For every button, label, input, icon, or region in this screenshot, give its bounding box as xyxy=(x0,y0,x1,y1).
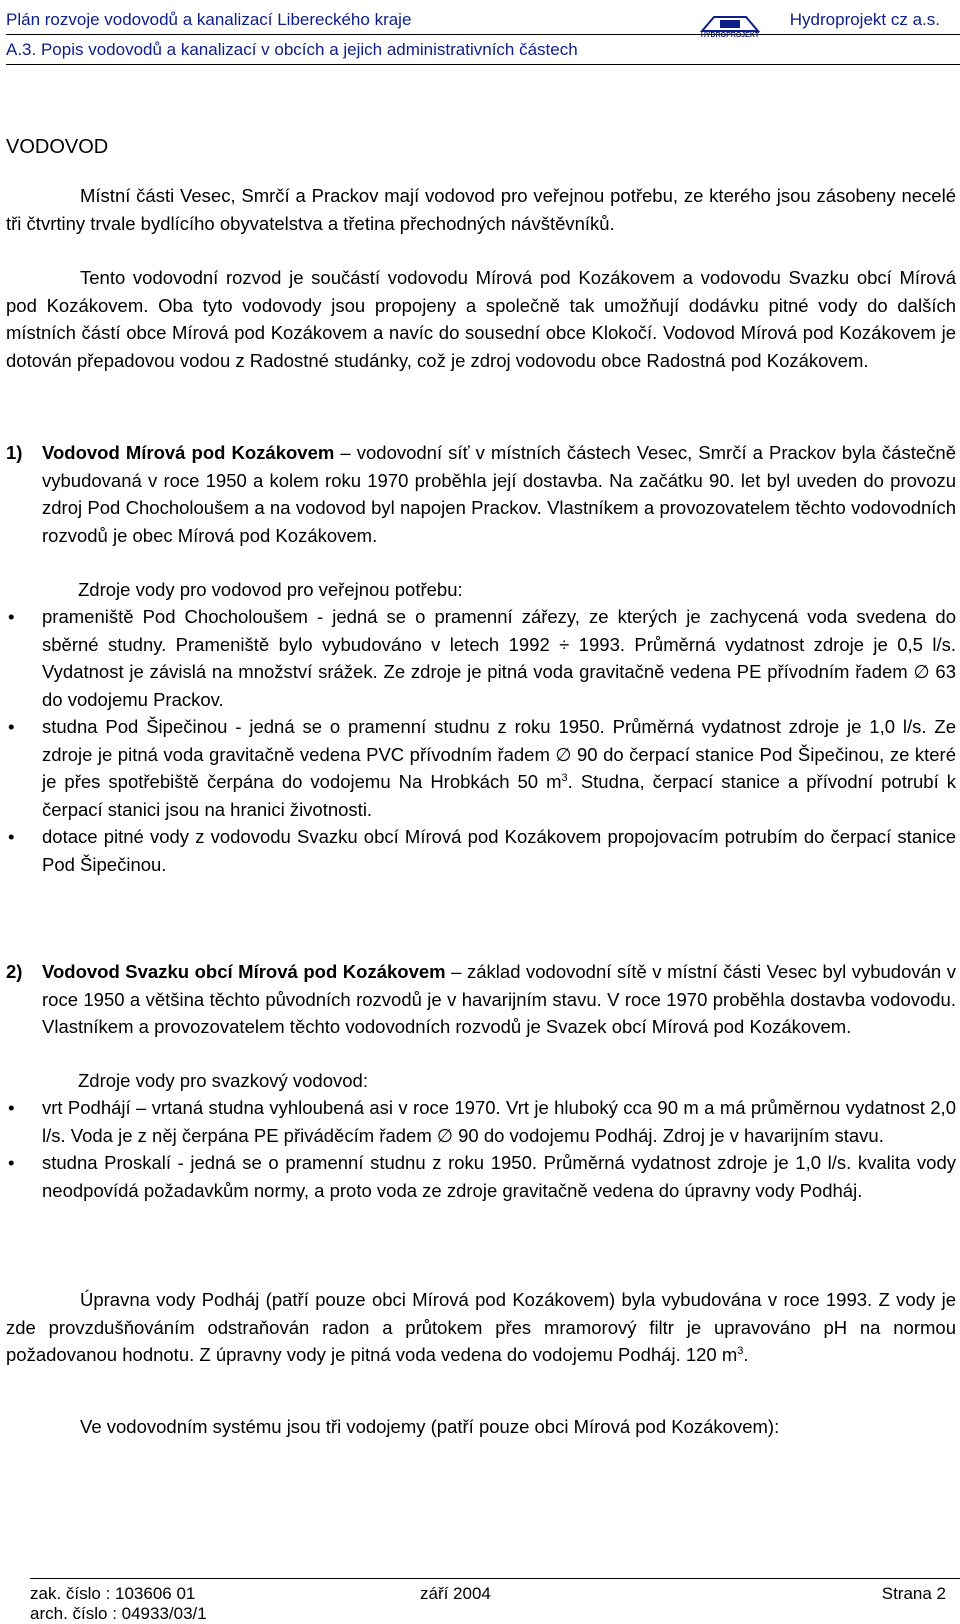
item-1-text xyxy=(42,439,956,549)
item-1 xyxy=(6,439,956,549)
footer-page-number: Strana 2 xyxy=(881,1584,946,1603)
list-item: • studna Proskalí - jedná se o pramenní studnu z roku 1950. Průměrná vydatnost zdroje je 1,0 l/s. kvalita vody neodpovídá požadavkům normy, a proto voda ze zdroje gravitačně vedena do úpravny vody Podháj. xyxy=(6,1149,956,1204)
item-1-title: Vodovod Mírová pod Kozákovem xyxy=(42,442,335,463)
footer-date: září 2004 xyxy=(420,1584,491,1603)
bullet-icon: • xyxy=(8,606,15,627)
bullet-icon: • xyxy=(8,1152,15,1173)
svg-text:HYDROPROJEKT: HYDROPROJEKT xyxy=(700,32,760,39)
page-footer xyxy=(30,1584,960,1606)
header-divider xyxy=(6,34,960,35)
list-item: • studna Pod Šipečinou - jedná se o pramenní studnu z roku 1950. Průměrná vydatnost zdroje je 1,0 l/s. Ze zdroje je pitná voda gravitačně vedena PVC přívodním řadem ∅ 90 do čerpací stanice Pod Šipečinou, ze které je přes spotřebiště čerpána do vodojemu Na Hrobkách 50 $m^3$. Studna, čerpací stanice a přívodní potrubí k čerpací stanici jsou na hranici životnosti. xyxy=(6,713,956,823)
section-header xyxy=(0,40,960,62)
intro-paragraph-1: Místní části Vesec, Smrčí a Prackov mají vodovod pro veřejnou potřebu, ze kterého jsou zásobeny necelé tři čtvrtiny trvale bydlícího obyvatelstva a třetina přechodných návštěvníků. xyxy=(6,185,956,234)
item-2-text xyxy=(42,958,956,1041)
upravna-paragraph: Úpravna vody Podháj (patří pouze obci Mírová pod Kozákovem) byla vybudována v roce 1993. Z vody je zde provzdušňováním odstraňován radon a průtokem přes mramorový filtr je upravováno pH na normou požadovanou hodnotu. Z úpravny vody je pitná voda vedena do vodojemu Podháj. 120 $m^3$. xyxy=(6,1289,956,1365)
list-item: • prameniště Pod Chocholoušem - jedná se o pramenní zářezy, ze kterých je zachycená voda svedena do sběrné studny. Prameniště bylo vybudováno v letech 1992 ÷ 1993. Průměrná vydatnost zdroje je 0,5 l/s. Vydatnost je závislá na množství srážek. Ze zdroje je pitná voda gravitačně vedena PE přívodním řadem ∅ 63 do vodojemu Prackov. xyxy=(6,603,956,713)
item-2-title: Vodovod Svazku obcí Mírová pod Kozákovem xyxy=(42,961,446,982)
bullet-icon: • xyxy=(8,826,15,847)
vodojemy-paragraph: Ve vodovodním systému jsou tři vodojemy (patří pouze obci Mírová pod Kozákovem): xyxy=(80,1416,780,1437)
item-1-sources-heading: Zdroje vody pro vodovod pro veřejnou potřebu: xyxy=(78,579,463,600)
item-2 xyxy=(6,958,956,1041)
list-item: • dotace pitné vody z vodovodu Svazku obcí Mírová pod Kozákovem propojovacím potrubím do čerpací stanice Pod Šipečinou. xyxy=(6,823,956,878)
intro-paragraph-2: Tento vodovodní rozvod je součástí vodovodu Mírová pod Kozákovem a vodovodu Svazku obcí Mírová pod Kozákovem. Oba tyto vodovody jsou propojeny a společně tak umožňují dodávku pitné vody do dalších místních částí obce Mírová pod Kozákovem a navíc do sousední obce Klokočí. Vodovod Mírová pod Kozákovem je dotován přepadovou vodou z Radostné studánky, což je zdroj vodovodu obce Radostná pod Kozákovem. xyxy=(6,267,956,371)
page-title: VODOVOD xyxy=(6,136,109,158)
section-divider xyxy=(6,64,960,65)
header-company: Hydroprojekt cz a.s. xyxy=(789,10,940,29)
header-title: Plán rozvoje vodovodů a kanalizací Libereckého kraje xyxy=(6,10,412,29)
item-2-sources-heading: Zdroje vody pro svazkový vodovod: xyxy=(78,1070,368,1091)
bullet-icon: • xyxy=(8,716,15,737)
page-header xyxy=(0,10,960,39)
item-1-number: 1) xyxy=(6,442,23,463)
footer-divider xyxy=(30,1578,960,1579)
section-label: A.3. Popis vodovodů a kanalizací v obcích a jejich administrativních částech xyxy=(6,40,578,59)
item-2-sources-list xyxy=(6,1094,956,1204)
footer-arch-number: arch. číslo : 04933/03/1 xyxy=(30,1604,207,1623)
item-1-sources-list xyxy=(6,603,956,878)
item-2-number: 2) xyxy=(6,961,23,982)
footer-zak-number: zak. číslo : 103606 01 xyxy=(30,1584,196,1603)
item-2-body: – základ vodovodní sítě v místní části Vesec byl vybudován v roce 1950 a většina těchto původních rozvodů je v havarijním stavu. V roce 1970 proběhla dostavba vodovodu. Vlastníkem a provozovatelem těchto vodovodních rozvodů je Svazek obcí Mírová pod Kozákovem. xyxy=(42,961,957,1037)
item-1-body: – vodovodní síť v místních částech Vesec, Smrčí a Prackov byla částečně vybudovaná v roce 1950 a kolem roku 1970 proběhla její dostavba. Na začátku 90. let byl uveden do provozu zdroj Pod Chocholoušem a na vodovod byl napojen Prackov. Vlastníkem a provozovatelem těchto vodovodních rozvodů je obec Mírová pod Kozákovem. xyxy=(42,442,956,546)
list-item: • vrt Podhájí – vrtaná studna vyhloubená asi v roce 1970. Vrt je hluboký cca 90 m a má průměrnou vydatnost 2,0 l/s. Voda je z něj čerpána PE přiváděcím řadem ∅ 90 do vodojemu Podháj. Zdroj je v havarijním stavu. xyxy=(6,1094,956,1149)
bullet-icon: • xyxy=(8,1097,15,1118)
